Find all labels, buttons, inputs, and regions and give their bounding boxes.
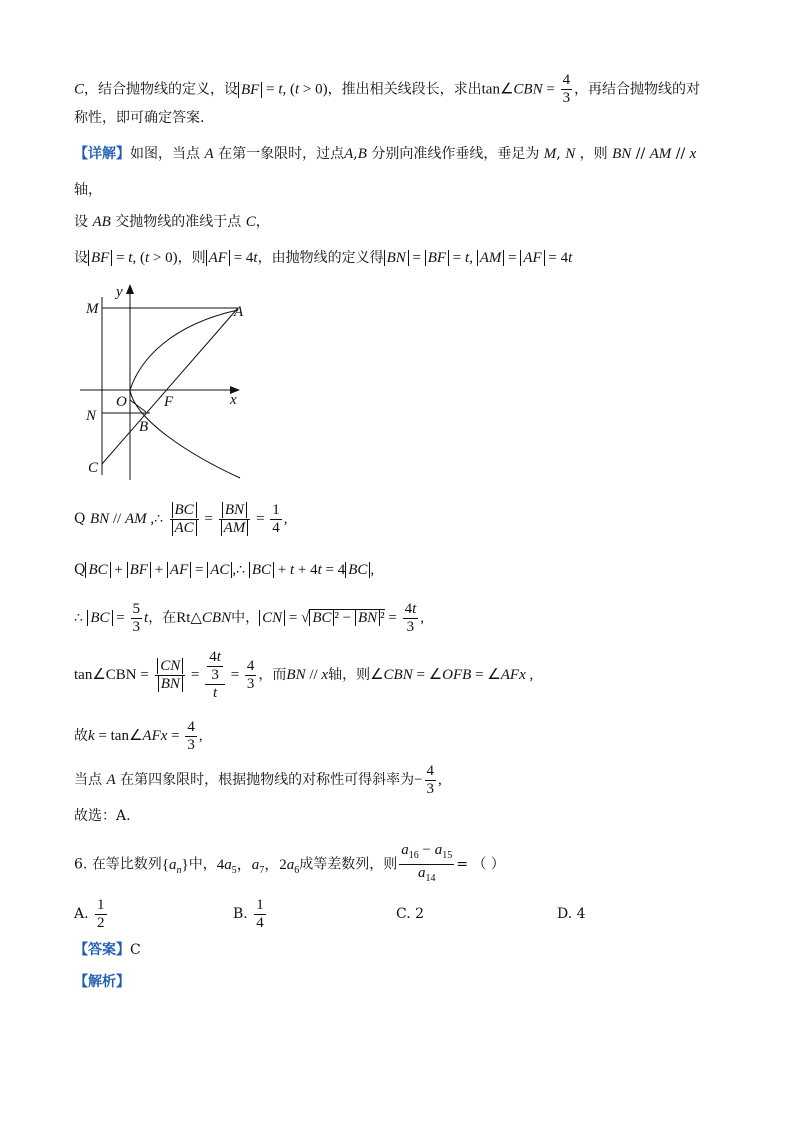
quadrant-line: 当点 A 在第四象限时，根据抛物线的对称性可得斜率为− $\frac{4}{3}$ , — [74, 762, 442, 797]
y-axis-arrow — [126, 284, 134, 294]
intro-line-1: C，结合抛物线的定义，设 BF = t, (t > 0)，推出相关线段长，求出tan∠CBN = $\frac{4}{3}$ ，再结合抛物线的对 — [74, 72, 701, 106]
fraction-4-3: $\frac{4}{3}$ — [562, 72, 571, 106]
answer-value: C — [130, 942, 141, 958]
bc-length-line: ∴ BC = $\frac{5}{3}$ t，在Rt△CBN中， CN = √ BC ² − BN ² = $\frac{4t}{3}$ , — [74, 600, 425, 635]
ratio-line: Q BN // AM ,∴ $\frac{BC}{AC}$ = $\frac{BN}{AM}$ = $\frac{1}{4}$ , — [74, 501, 288, 536]
option-b: B. $\frac{1}{4}$ — [233, 896, 264, 931]
parabola-figure — [80, 280, 260, 485]
analysis-label: 【解析】 — [74, 974, 130, 990]
label-n: N — [86, 408, 97, 424]
option-a: A. $\frac{1}{2}$ — [74, 896, 105, 931]
answer-label: 【答案】 — [74, 942, 130, 958]
label-a: A — [234, 304, 244, 320]
label-c: C — [88, 460, 99, 476]
option-d: D. 4 — [557, 906, 586, 922]
label-x: x — [230, 392, 237, 408]
parabola-curve — [130, 310, 240, 478]
segment-ob — [130, 400, 146, 412]
detail-line: 【详解】如图，当点 A 在第一象限时，过点A,B 分别向准线作垂线，垂足为 M, N ，则 BN // AM // x — [74, 146, 697, 162]
intersection-line: 设 AB 交抛物线的准线于点 C， — [74, 214, 270, 230]
label-o: O — [116, 394, 127, 410]
slope-line: 故k = tan∠AFx = $\frac{4}{3}$ , — [74, 718, 203, 753]
answer-line — [74, 940, 141, 960]
intro-line-2: 称性，即可确定答案. — [74, 110, 205, 126]
sum-line: Q BC + BF + AF = AC ,∴ BC + t + 4t = 4 BC , — [74, 562, 375, 578]
label-y: y — [116, 284, 123, 300]
detail-label: 【详解】 — [74, 146, 130, 162]
tan-line: tan∠CBN = $\frac{CN}{BN}$ = $\frac{\frac{4t}{3}}{t}$ = $\frac{4}{3}$ ，而BN // x轴，则∠CBN = ∠OFB = ∠AFx , — [74, 648, 534, 701]
option-c: C. 2 — [396, 906, 425, 922]
question-6: 6. 在等比数列$\{a_n\}$中，$4a_5$，$a_7$，$2a_6$成等差数列，则 $\frac{a_{16} - a_{15}}{a_{14}}$ = （ ） — [74, 842, 505, 884]
label-b: B — [139, 419, 149, 435]
label-m: M — [86, 301, 99, 317]
line-ab — [102, 308, 238, 464]
setup-line: 设 BF = t, (t > 0)，则 AF = 4t，由抛物线的定义得 BN = BF = t, AM = AF = 4t — [74, 250, 573, 266]
choose-line: 故选：A. — [74, 808, 131, 824]
label-f: F — [164, 394, 174, 410]
axis-line: 轴， — [74, 182, 102, 198]
